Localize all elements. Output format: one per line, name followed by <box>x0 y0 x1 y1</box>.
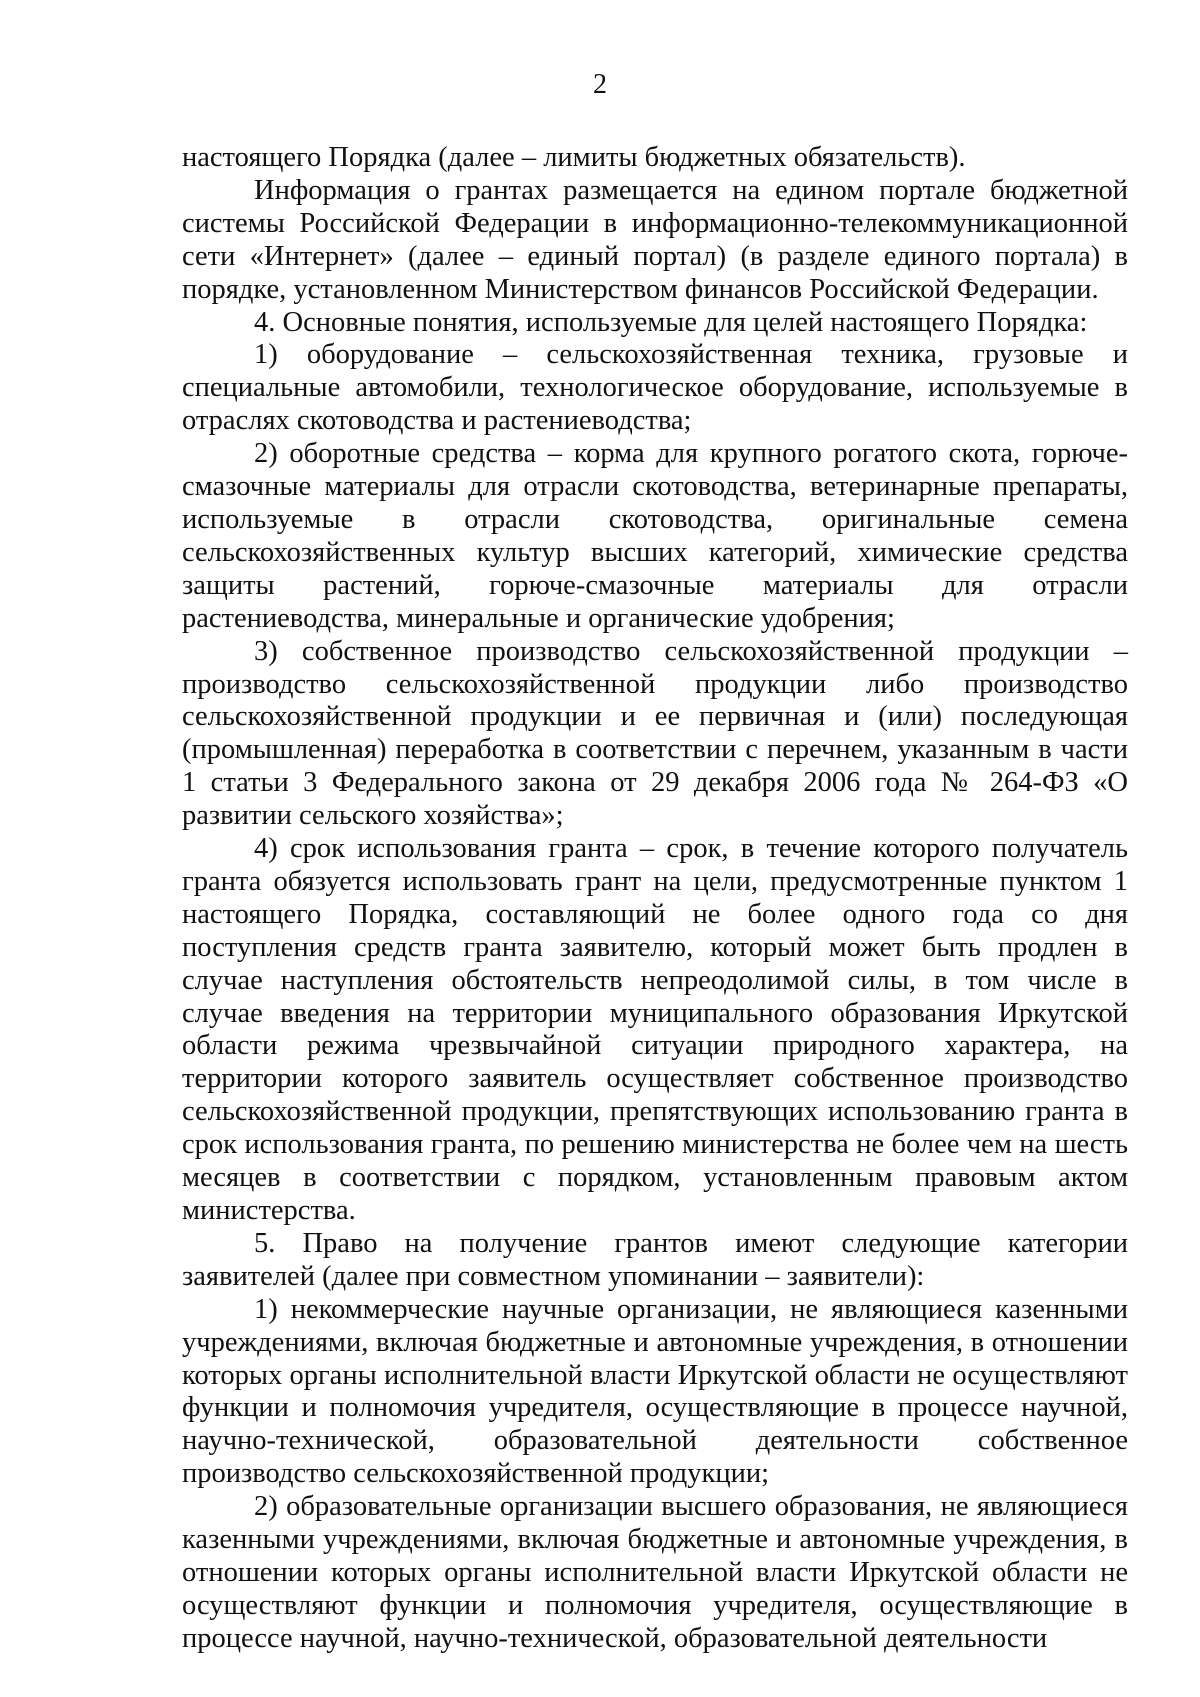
paragraph-grant-information: Информация о грантах размещается на едином портале бюджетной системы Российской Федерации в информационно-телекоммуникационной сети «Интернет» (далее – единый портал) (в разделе единого портала) в порядке, установленном Министерством финансов Российской Федерации. <box>182 174 1128 305</box>
paragraph-definition-working-capital: 2) оборотные средства – корма для крупного рогатого скота, горюче-смазочные материалы для отрасли скотоводства, ветеринарные препараты, используемые в отрасли скотоводства, оригинальные семена сельскохозяйственных культур высших категорий, химические средства защиты растений, горюче-смазочные материалы для отрасли растениеводства, минеральные и органические удобрения; <box>182 438 1128 634</box>
paragraph-applicant-category-1: 1) некоммерческие научные организации, не являющиеся казенными учреждениями, включая бюджетные и автономные учреждения, в отношении которых органы исполнительной власти Иркутской области не осуществляют функции и полномочия учредителя, осуществляющие в процессе научной, научно-технической, образовательной деятельности собственное производство сельскохозяйственной продукции; <box>182 1293 1128 1490</box>
paragraph-section-4-heading: 4. Основные понятия, используемые для целей настоящего Порядка: <box>254 306 1088 338</box>
paragraph-definition-equipment: 1) оборудование – сельскохозяйственная техника, грузовые и специальные автомобили, технологическое оборудование, используемые в отраслях скотоводства и растениеводства; <box>182 339 1128 437</box>
paragraph-definition-own-production: 3) собственное производство сельскохозяйственной продукции – производство сельскохозяйственной продукции либо производство сельскохозяйственной продукции и ее первичная и (или) последующая (промышленная) переработка в соответствии с перечнем, указанным в части 1 статьи 3 Федерального закона от 29 декабря 2006 года № 264-ФЗ «О развитии сельского хозяйства»; <box>182 635 1128 832</box>
document-body <box>182 142 1128 1656</box>
paragraph-continuation: настоящего Порядка (далее – лимиты бюджетных обязательств). <box>182 142 966 173</box>
paragraph-section-5-heading: 5. Право на получение грантов имеют следующие категории заявителей (далее при совместном упоминании – заявители): <box>182 1227 1128 1292</box>
paragraph-definition-grant-term: 4) срок использования гранта – срок, в течение которого получатель гранта обязуется использовать грант на цели, предусмотренные пунктом 1 настоящего Порядка, составляющий не более одного года со дня поступления средств гранта заявителю, который может быть продлен в случае наступления обстоятельств непреодолимой силы, в том числе в случае введения на территории муниципального образования Иркутской области режима чрезвычайной ситуации природного характера, на территории которого заявитель осуществляет собственное производство сельскохозяйственной продукции, препятствующих использованию гранта в срок использования гранта, по решению министерства не более чем на шесть месяцев в соответствии с порядком, установленным правовым актом министерства. <box>182 833 1128 1226</box>
page-number: 2 <box>593 69 607 100</box>
paragraph-applicant-category-2: 2) образовательные организации высшего образования, не являющиеся казенными учреждениями, включая бюджетные и автономные учреждения, в отношении которых органы исполнительной власти Иркутской области не осуществляют функции и полномочия учредителя, осуществляющие в процессе научной, научно-технической, образовательной деятельности <box>182 1491 1128 1654</box>
